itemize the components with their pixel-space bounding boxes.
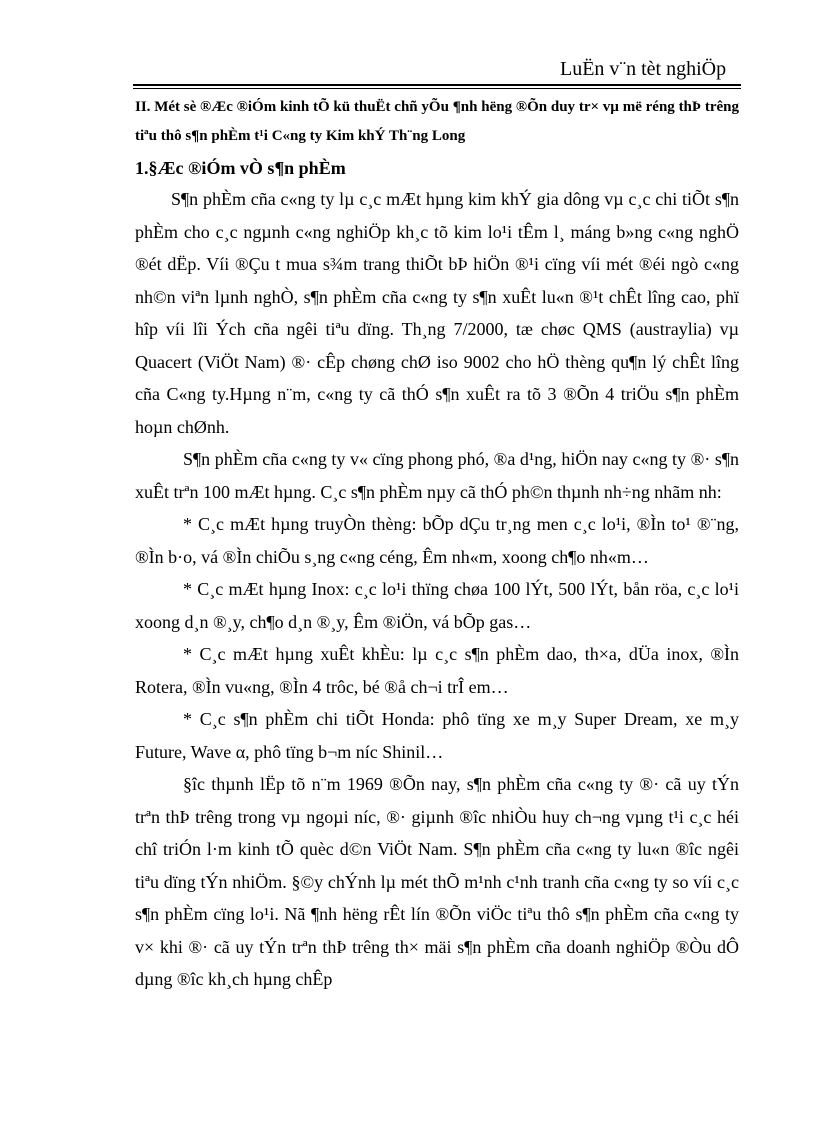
paragraph: §îc thµnh lËp tõ n¨m 1969 ®Õn nay, s¶n phÈm cña c«ng ty ®· cã uy tÝn trªn thÞ trêng trong vµ ngoµi níc, ®· giµnh ®îc nhiÒu huy ch¬ng vµng t¹i c¸c héi chî triÓn l·m kinh tÕ quèc d©n ViÖt Nam. S¶n phÈm cña c«ng ty lu«n ®îc ngêi tiªu dïng tÝn nhiÖm. §©y chÝnh lµ mét thÕ m¹nh c¹nh tranh cña c«ng ty so víi c¸c s¶n phÈm cïng lo¹i. Nã ¶nh hëng rÊt lín ®Õn viÖc tiªu thô s¶n phÈm cña c«ng ty v× khi ®· cã uy tÝn trªn thÞ trêng th× mäi s¶n phÈm cña doanh nghiÖp ®Òu dÔ dµng ®îc kh¸ch hµng chÊp [135, 774, 739, 989]
list-item: * C¸c mÆt hµng truyÒn thèng: bÕp dÇu tr¸ng men c¸c lo¹i, ®Ìn to¹ ®¨ng, ®Ìn b·o, vá ®Ìn chiÕu s¸ng c«ng céng, Êm nh«m, xoong ch¶o nh«m… [135, 514, 739, 567]
list-item: * C¸c mÆt hµng xuÊt khÈu: lµ c¸c s¶n phÈm dao, th×a, dÜa inox, ®Ìn Rotera, ®Ìn vu«ng, ®Ìn 4 trôc, bé ®å ch¬i trÎ em… [135, 644, 739, 697]
section-heading: II. Mét sè ®Æc ®iÓm kinh tÕ kü thuËt chñ yÕu ¶nh hëng ®Õn duy tr× vµ më réng thÞ trêng tiªu thô s¶n phÈm t¹i C«ng ty Kim khÝ Th¨ng Long [135, 99, 739, 144]
header-divider [133, 84, 741, 86]
header-divider-thin [133, 88, 741, 89]
paragraph: S¶n phÈm cña c«ng ty v« cïng phong phó, ®a d¹ng, hiÖn nay c«ng ty ®· s¶n xuÊt trªn 100 mÆt hµng. C¸c s¶n phÈm nµy cã thÓ ph©n thµnh nh÷ng nhãm nh: [135, 449, 739, 502]
list-item: * C¸c s¶n phÈm chi tiÕt Honda: phô tïng xe m¸y Super Dream, xe m¸y Future, Wave α, phô tïng b¬m níc Shinil… [135, 709, 739, 762]
running-header-title: LuËn v¨n tèt nghiÖp [560, 58, 727, 80]
subsection-heading: 1.§Æc ®iÓm vÒ s¶n phÈm [135, 158, 346, 178]
list-item: * C¸c mÆt hµng Inox: c¸c lo¹i thïng chøa 100 lÝt, 500 lÝt, bån röa, c¸c lo¹i xoong d¸n ®¸y, ch¶o d¸n ®¸y, Êm ®iÖn, vá bÕp gas… [135, 579, 739, 632]
body-text [135, 93, 739, 996]
paragraph: S¶n phÈm cña c«ng ty lµ c¸c mÆt hµng kim khÝ gia dông vµ c¸c chi tiÕt s¶n phÈm cho c¸c ngµnh c«ng nghiÖp kh¸c tõ kim lo¹i tÊm l¸ máng b»ng c«ng nghÖ ®ét dËp. Víi ®Çu t mua s¾m trang thiÕt bÞ hiÖn ®¹i cïng víi mét ®éi ngò c«ng nh©n viªn lµnh nghÒ, s¶n phÈm cña c«ng ty s¶n xuÊt lu«n ®¹t chÊt lîng cao, phï hîp víi lîi Ých cña ngêi tiªu dïng. Th¸ng 7/2000, tæ chøc QMS (austraylia) vµ Quacert (ViÖt Nam) ®· cÊp chøng chØ iso 9002 cho hÖ thèng qu¶n lý chÊt lîng cña C«ng ty.Hµng n¨m, c«ng ty cã thÓ s¶n xuÊt ra tõ 3 ®Õn 4 triÖu s¶n phÈm hoµn chØnh. [135, 189, 739, 437]
